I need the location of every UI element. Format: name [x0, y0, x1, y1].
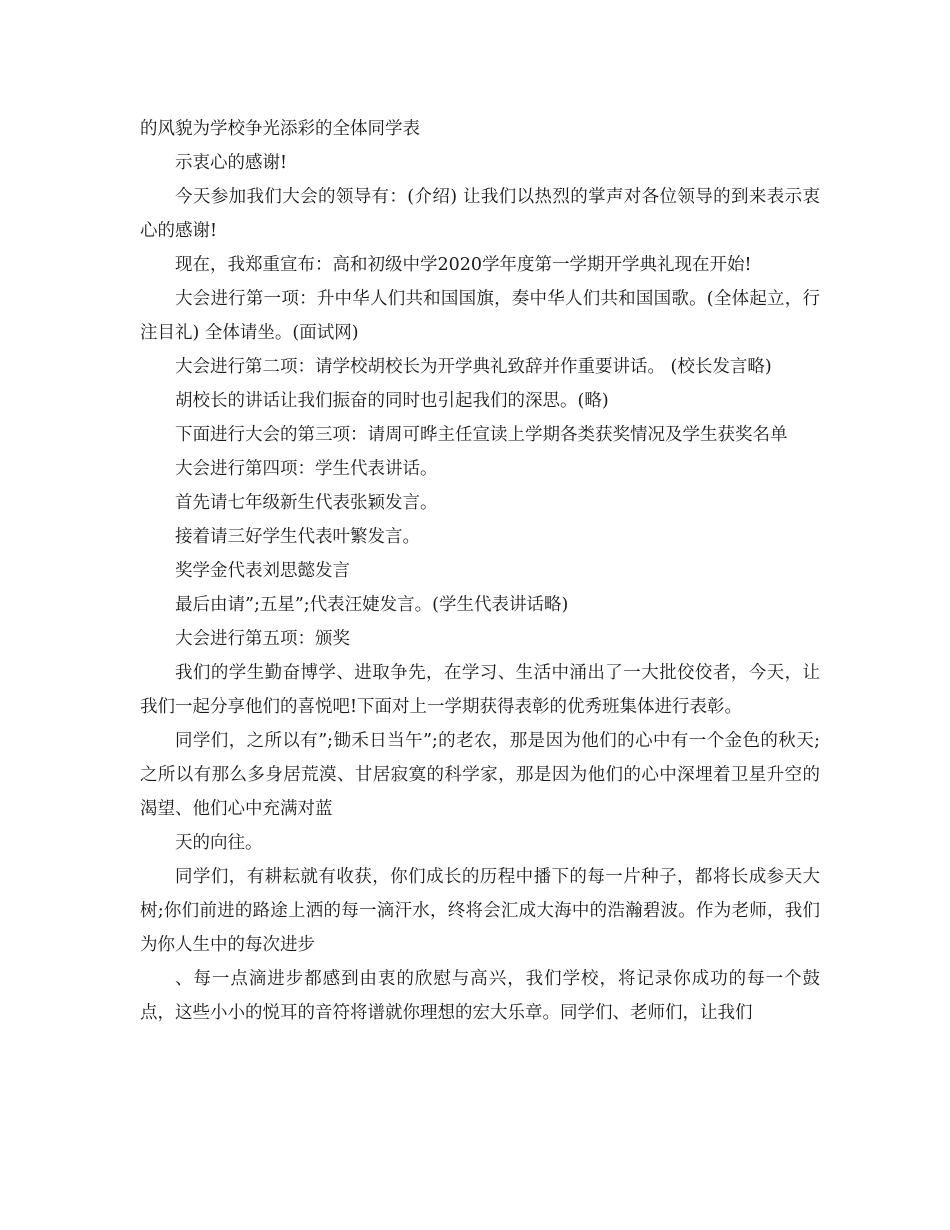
paragraph: 今天参加我们大会的领导有：(介绍) 让我们以热烈的掌声对各位领导的到来表示衷心的感谢! — [140, 187, 820, 241]
paragraph: 接着请三好学生代表叶繁发言。 — [175, 527, 420, 547]
paragraph: 天的向往。 — [175, 833, 263, 853]
paragraph: 、每一点滴进步都感到由衷的欣慰与高兴，我们学校，将记录你成功的每一个鼓点，这些小小的悦耳的音符将谱就你理想的宏大乐章。同学们、老师们，让我们 — [140, 969, 820, 1023]
paragraph: 示衷心的感谢! — [175, 153, 288, 173]
paragraph: 胡校长的讲话让我们振奋的同时也引起我们的深思。(略) — [175, 391, 609, 411]
paragraph: 下面进行大会的第三项：请周可晔主任宣读上学期各类获奖情况及学生获奖名单 — [175, 425, 788, 445]
paragraph: 首先请七年级新生代表张颖发言。 — [175, 493, 438, 513]
paragraph: 现在，我郑重宣布：高和初级中学2020学年度第一学期开学典礼现在开始! — [175, 255, 752, 275]
paragraph: 大会进行第二项：请学校胡校长为开学典礼致辞并作重要讲话。 (校长发言略) — [175, 357, 772, 377]
paragraph: 大会进行第一项：升中华人们共和国国旗，奏中华人们共和国国歌。(全体起立，行注目礼) 全体请坐。(面试网) — [140, 289, 820, 343]
paragraph: 最后由请”;五星”;代表汪婕发言。(学生代表讲话略) — [175, 595, 569, 615]
paragraph: 的风貌为学校争光添彩的全体同学表 — [140, 119, 420, 139]
paragraph: 同学们，有耕耘就有收获，你们成长的历程中播下的每一片种子，都将长成参天大树;你们前进的路途上洒的每一滴汗水，终将会汇成大海中的浩瀚碧波。作为老师，我们为你人生中的每次进步 — [140, 867, 820, 955]
paragraph: 大会进行第四项：学生代表讲话。 — [175, 459, 438, 479]
paragraph: 大会进行第五项：颁奖 — [175, 629, 350, 649]
document-body — [140, 112, 820, 1030]
paragraph: 同学们，之所以有”;锄禾日当午”;的老农，那是因为他们的心中有一个金色的秋天;之所以有那么多身居荒漠、甘居寂寞的科学家，那是因为他们的心中深埋着卫星升空的渴望、他们心中充满对蓝 — [140, 731, 820, 819]
paragraph: 奖学金代表刘思懿发言 — [175, 561, 350, 581]
paragraph: 我们的学生勤奋博学、进取争先，在学习、生活中涌出了一大批佼佼者，今天，让我们一起分享他们的喜悦吧!下面对上一学期获得表彰的优秀班集体进行表彰。 — [140, 663, 820, 717]
